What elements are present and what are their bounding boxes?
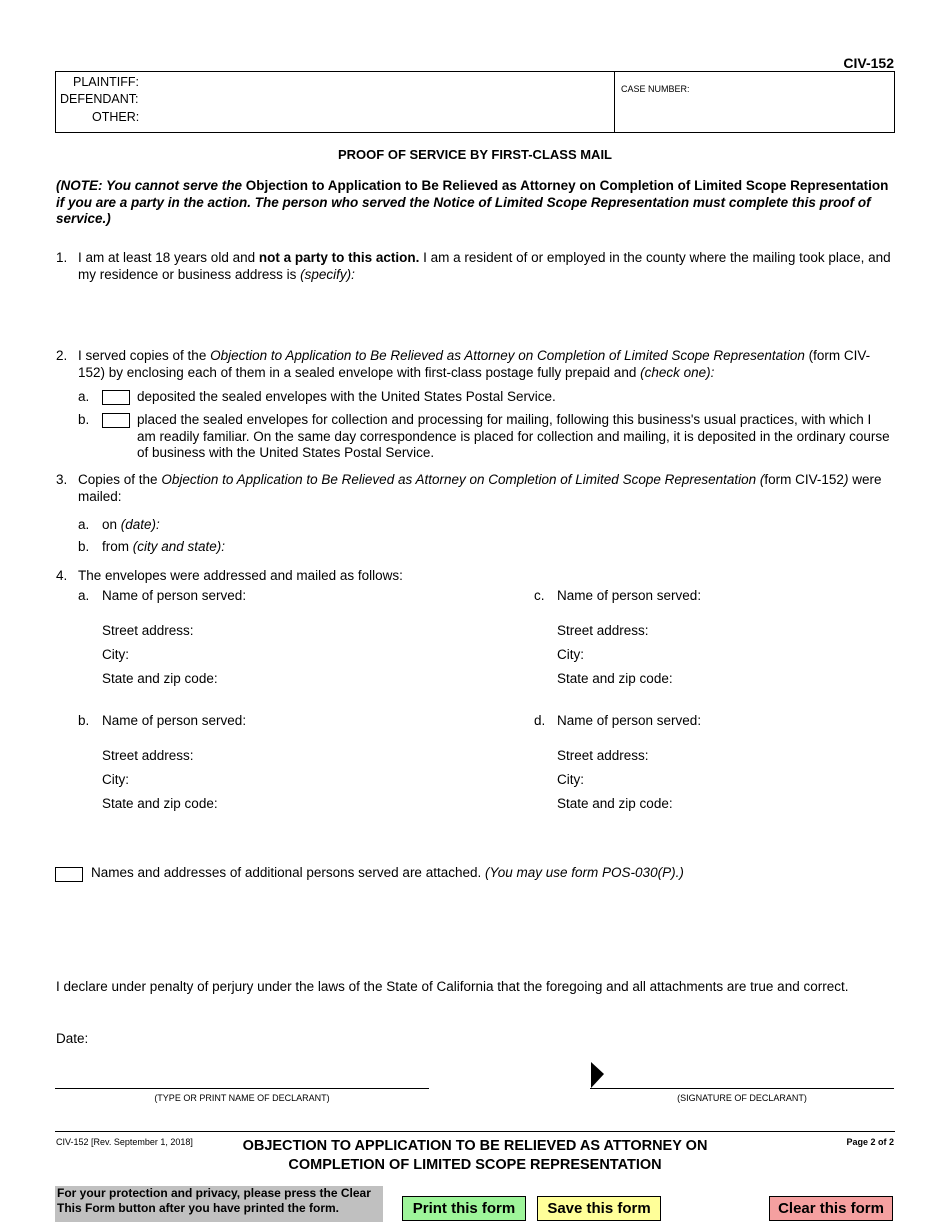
city-label: City: (102, 647, 129, 662)
name-line (55, 1088, 429, 1089)
signature-line-label: (SIGNATURE OF DECLARANT) (677, 1093, 807, 1103)
item-2-part: (check one): (640, 364, 715, 380)
item-number: 4. (56, 568, 68, 583)
footer-title-line: COMPLETION OF LIMITED SCOPE REPRESENTATION (288, 1157, 662, 1173)
label-hint: (city and state): (132, 539, 226, 554)
item-letter: a. (78, 588, 90, 603)
item-2a-text: deposited the sealed envelopes with the United States Postal Service. (137, 389, 556, 404)
note-form-name: Objection to Application to Be Relieved as Attorney on Completion of Limited Scope Representation (245, 178, 889, 193)
print-form-button[interactable]: Print this form (402, 1196, 526, 1221)
street-address-label: Street address: (102, 623, 194, 638)
additional-part: Names and addresses of additional persons served are attached. (91, 865, 485, 880)
name-served-label: Name of person served: (102, 588, 247, 603)
date-label: Date: (56, 1031, 89, 1046)
item-letter: b. (78, 713, 90, 728)
label-part: on (102, 517, 121, 532)
state-zip-label: State and zip code: (557, 671, 673, 686)
mailing-date-label (102, 517, 160, 534)
mailing-place-label (102, 539, 225, 556)
item-2-part: I served copies of the (78, 348, 211, 363)
declaration-text: I declare under penalty of perjury under the laws of the State of California that the foregoing and all attachments are true and correct. (56, 979, 849, 994)
name-line-label: (TYPE OR PRINT NAME OF DECLARANT) (154, 1093, 330, 1103)
item-2-part: Objection to Application to Be Relieved as Attorney on Completion of Limited Scope Representation (210, 348, 805, 363)
footer-title (200, 1137, 750, 1175)
item-3-text (78, 472, 893, 505)
note-part: if you are a party in the action. The person who served the Notice of Limited Scope Representation must complete this proof of service.) (56, 194, 871, 226)
item-letter: b. (78, 412, 90, 427)
other-label: OTHER: (92, 110, 140, 124)
service-note (56, 178, 896, 228)
item-3-part: ) (843, 472, 849, 487)
page-title: PROOF OF SERVICE BY FIRST-CLASS MAIL (338, 147, 612, 162)
state-zip-label: State and zip code: (557, 796, 673, 811)
item-number: 1. (56, 250, 68, 265)
item-3-part: Copies of the (78, 472, 162, 487)
name-served-label: Name of person served: (557, 713, 702, 728)
state-zip-label: State and zip code: (102, 671, 218, 686)
item-1-part: (specify): (300, 266, 355, 282)
item-2b-text: placed the sealed envelopes for collection and processing for mailing, following this business's usual practices, with which I am readily familiar. On the same day correspondence is placed for collection and mailing, it is deposited in the ordinary course of business with the United States Postal Service. (137, 412, 890, 460)
item-1-text (78, 250, 893, 283)
additional-persons-text (91, 865, 684, 880)
plaintiff-label: PLAINTIFF: (73, 75, 139, 89)
save-form-button[interactable]: Save this form (537, 1196, 661, 1221)
form-number: CIV-152 (843, 55, 894, 71)
city-label: City: (102, 772, 129, 787)
item-1-part: not a party to this action. (258, 250, 420, 265)
caption-box (55, 71, 895, 133)
business-practice-checkbox[interactable] (102, 413, 130, 428)
item-4-intro: The envelopes were addressed and mailed as follows: (78, 568, 403, 583)
item-letter: d. (534, 713, 546, 728)
label-hint: (date): (120, 517, 160, 532)
case-number-label: CASE NUMBER: (621, 84, 690, 94)
item-1-part: I am a resident of or employed in the county where the mailing took place, and my residence or business address is (78, 250, 891, 282)
footer-rule (55, 1131, 895, 1132)
name-served-label: Name of person served: (102, 713, 247, 728)
name-served-label: Name of person served: (557, 588, 702, 603)
item-1-part: I am at least 18 years old and (78, 250, 259, 265)
item-letter: b. (78, 539, 90, 554)
additional-persons-checkbox[interactable] (55, 867, 83, 882)
revision-label: CIV-152 [Rev. September 1, 2018] (56, 1137, 193, 1147)
defendant-label: DEFENDANT: (60, 92, 139, 106)
item-2-part: (form CIV-152) by enclosing each of them in a sealed envelope with first-class postage fully prepaid and (78, 348, 871, 380)
privacy-notice: For your protection and privacy, please press the Clear This Form button after you have printed the form. (55, 1186, 383, 1222)
street-address-label: Street address: (557, 748, 649, 763)
page-number: Page 2 of 2 (846, 1137, 894, 1147)
item-letter: a. (78, 517, 90, 532)
item-3-part: were mailed: (78, 472, 882, 504)
item-3-part: Objection to Application to Be Relieved as Attorney on Completion of Limited Scope Representation ( (161, 472, 765, 487)
footer-title-line: OBJECTION TO APPLICATION TO BE RELIEVED AS ATTORNEY ON (242, 1138, 708, 1154)
city-label: City: (557, 772, 584, 787)
state-zip-label: State and zip code: (102, 796, 218, 811)
deposited-checkbox[interactable] (102, 390, 130, 405)
item-2-text (78, 348, 893, 381)
street-address-label: Street address: (557, 623, 649, 638)
item-letter: a. (78, 389, 90, 404)
signature-line (590, 1088, 894, 1089)
item-3-part: form CIV-152 (764, 472, 844, 487)
signature-arrow-icon (590, 1061, 605, 1089)
additional-hint: (You may use form POS-030(P).) (485, 865, 684, 880)
party-fields (56, 72, 615, 132)
item-number: 3. (56, 472, 68, 487)
note-part: (NOTE: You cannot serve the (56, 178, 246, 193)
city-label: City: (557, 647, 584, 662)
item-number: 2. (56, 348, 68, 363)
label-part: from (102, 539, 133, 554)
clear-form-button[interactable]: Clear this form (769, 1196, 893, 1221)
item-letter: c. (534, 588, 545, 603)
street-address-label: Street address: (102, 748, 194, 763)
